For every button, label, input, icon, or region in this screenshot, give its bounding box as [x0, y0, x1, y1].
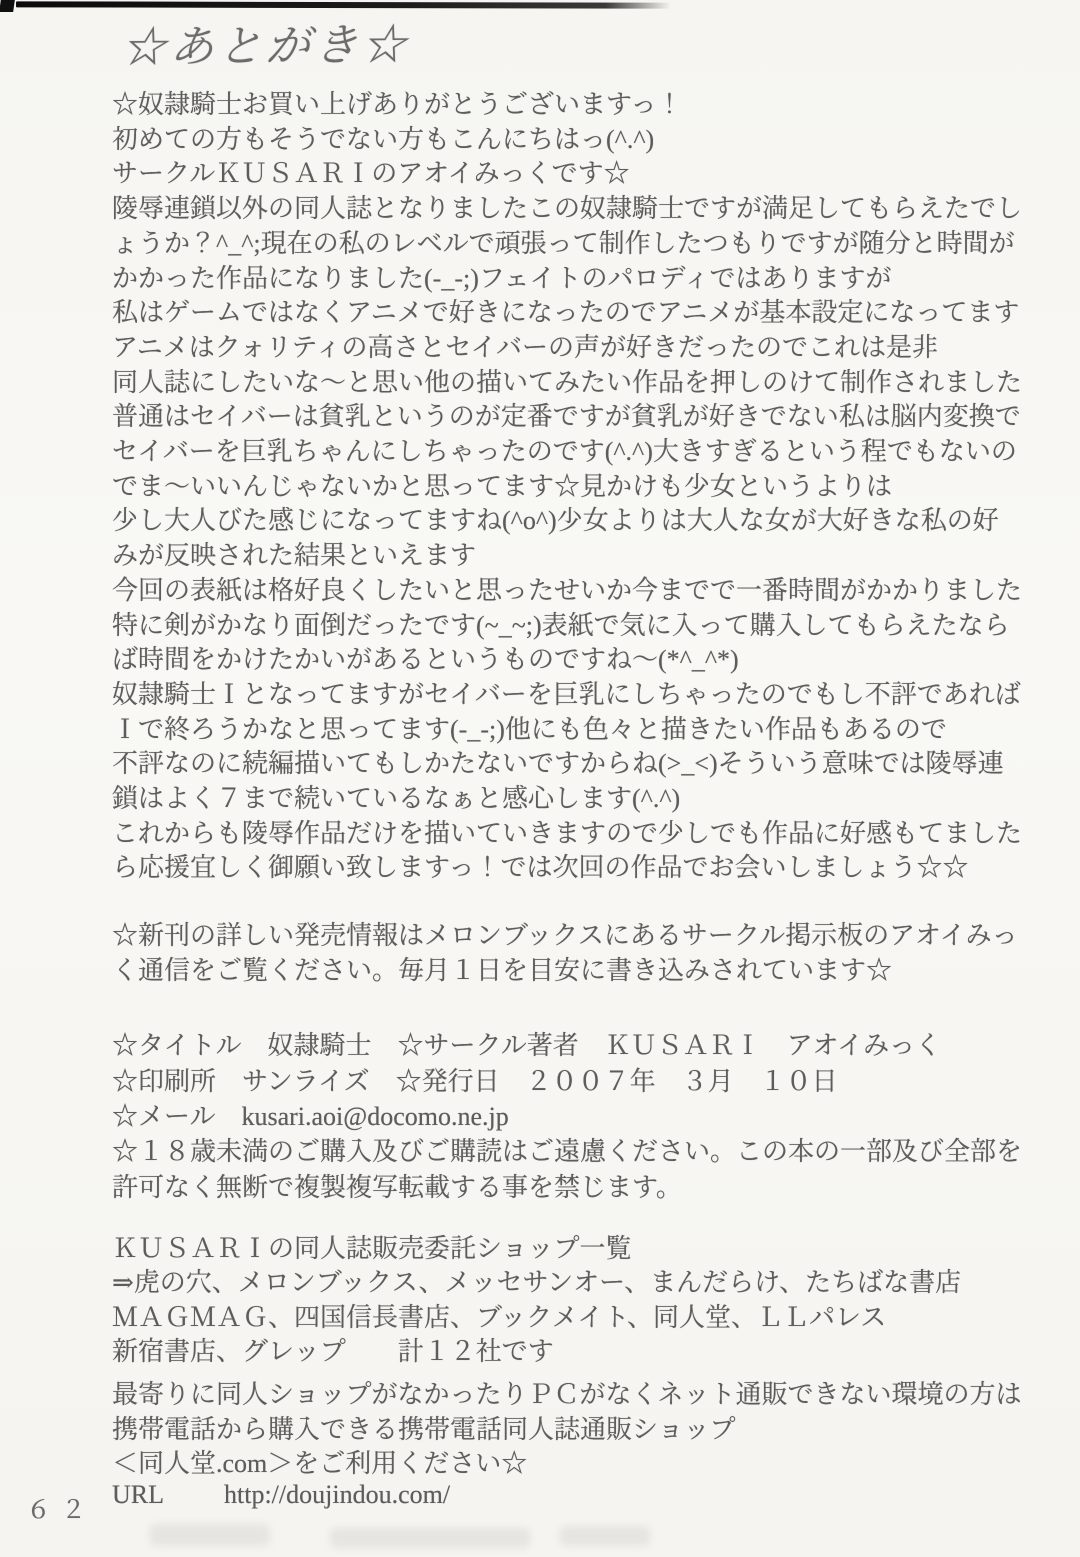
afterword-line: ょうか？^_^;現在の私のレベルで頑張って制作したつもりですが随分と時間が — [112, 228, 1015, 258]
page-number: ６２ — [26, 1497, 97, 1524]
release-info-line: く通信をご覧ください。毎月１日を目安に書き込みされています☆ — [112, 956, 893, 985]
release-info-line: ☆新刊の詳しい発売情報はメロンブックスにあるサークル掲示板のアオイみっ — [112, 921, 1018, 950]
mobile-note-line: 携帯電話から購入できる携帯電話同人誌通販ショップ — [112, 1414, 736, 1444]
url-label: URL — [112, 1480, 164, 1509]
afterword-line: ☆奴隷騎士お買い上げありがとうございますっ！ — [112, 90, 683, 119]
shop-list — [112, 1232, 1057, 1369]
afterword-line: 陵辱連鎖以外の同人誌となりましたこの奴隷騎士ですが満足してもらえたでし — [112, 194, 1023, 224]
afterword-line: 初めての方もそうでない方もこんにちはっ(^.^) — [112, 124, 655, 154]
afterword-line: Ｉで終ろうかなと思ってます(-_-;)他にも色々と描きたい作品もあるので — [112, 714, 947, 744]
shop-list-line: 新宿書店、グレップ 計１２社です — [112, 1336, 554, 1366]
colophon-printer-line: ☆印刷所 サンライズ ☆発行日 ２００７年 ３月 １０日 — [112, 1066, 838, 1096]
afterword-line: 私はゲームではなくアニメで好きになったのでアニメが基本設定になってます — [112, 298, 1020, 328]
colophon — [112, 1028, 1057, 1135]
afterword-line: 不評なのに続編描いてもしかたないですからね(>_<)そういう意味では陵辱連 — [112, 749, 1004, 779]
release-info — [112, 918, 1057, 988]
afterword-line: ば時間をかけたかいがあるというものですね～(*^_^*) — [112, 645, 739, 675]
afterword-line: かかった作品になりました(-_-;)フェイトのパロディではありますが — [112, 263, 892, 293]
afterword-line: みが反映された結果といえます — [112, 541, 477, 571]
mobile-note-line: ＜同人堂.com＞をご利用ください☆ — [112, 1449, 528, 1478]
afterword-line: 奴隷騎士Ｉとなってますがセイバーを巨乳にしちゃったのでもし不評であれば — [112, 679, 1021, 709]
afterword-line: ら応援宜しく御願い致しますっ！では次回の作品でお会いしましょう☆☆ — [112, 853, 969, 883]
afterword-line: サークルＫＵＳＡＲＩのアオイみっくです☆ — [112, 159, 630, 189]
afterword-line: 同人誌にしたいな～と思い他の描いてみたい作品を押しのけて制作されました — [112, 367, 1023, 397]
colophon-mail-line: ☆メール kusari.aoi@docomo.ne.jp — [112, 1102, 509, 1131]
print-ghosting — [150, 1524, 270, 1546]
afterword-line: でま～いいんじゃないかと思ってます☆見かけも少女というよりは — [112, 471, 893, 501]
afterword-line: これからも陵辱作品だけを描いていきますので少しでも作品に好感もてました — [112, 818, 1023, 848]
restriction-line: 許可なく無断で複製複写転載する事を禁じます。 — [112, 1172, 682, 1202]
colophon-title-line: ☆タイトル 奴隷騎士 ☆サークル著者 ＫＵＳＡＲＩ アオイみっく — [112, 1031, 942, 1060]
afterword-body — [112, 88, 1057, 886]
url-text: http://doujindou.com/ — [224, 1480, 451, 1509]
page-title: ☆あとがき☆ — [120, 20, 411, 73]
afterword-line: セイバーを巨乳ちゃんにしちゃったのです(^.^)大きすぎるという程でもないの — [112, 437, 1017, 467]
afterword-line: 少し大人びた感じになってますね(^o^)少女よりは大人な女が大好きな私の好 — [112, 506, 999, 536]
restriction-line: ☆１８歳未満のご購入及びご購読はご遠慮ください。この本の一部及び全部を — [112, 1137, 1023, 1166]
print-ghosting — [560, 1526, 650, 1546]
url-line — [112, 1478, 1057, 1512]
mobile-note-line: 最寄りに同人ショップがなかったりＰＣがなくネット通販できない環境の方は — [112, 1380, 1022, 1409]
scan-artifact-corner — [0, 0, 15, 12]
print-ghosting — [330, 1528, 530, 1548]
shop-list-line: ⇒虎の穴、メロンブックス、メッセサンオー、まんだらけ、たちばな書店 — [112, 1268, 962, 1298]
afterword-line: アニメはクォリティの高さとセイバーの声が好きだったのでこれは是非 — [112, 332, 939, 362]
scan-artifact-bar — [16, 1, 671, 8]
afterword-line: 特に剣がかなり面倒だったです(~_~;)表紙で気に入って購入してもらえたなら — [112, 610, 1010, 640]
afterword-line: 今回の表紙は格好良くしたいと思ったせいか今までで一番時間がかかりました — [112, 575, 1023, 605]
mobile-shop-note — [112, 1378, 1057, 1482]
afterword-line: 普通はセイバーは貧乳というのが定番ですが貧乳が好きでない私は脳内変換で — [112, 402, 1021, 432]
shop-list-heading: ＫＵＳＡＲＩの同人誌販売委託ショップ一覧 — [112, 1234, 632, 1263]
afterword-line: 鎖はよく７まで続いているなぁと感心します(^.^) — [112, 784, 681, 814]
shop-list-line: ＭＡＧＭＡＧ、四国信長書店、ブックメイト、同人堂、ＬＬパレス — [112, 1302, 887, 1332]
age-restriction-notice — [112, 1134, 1057, 1205]
